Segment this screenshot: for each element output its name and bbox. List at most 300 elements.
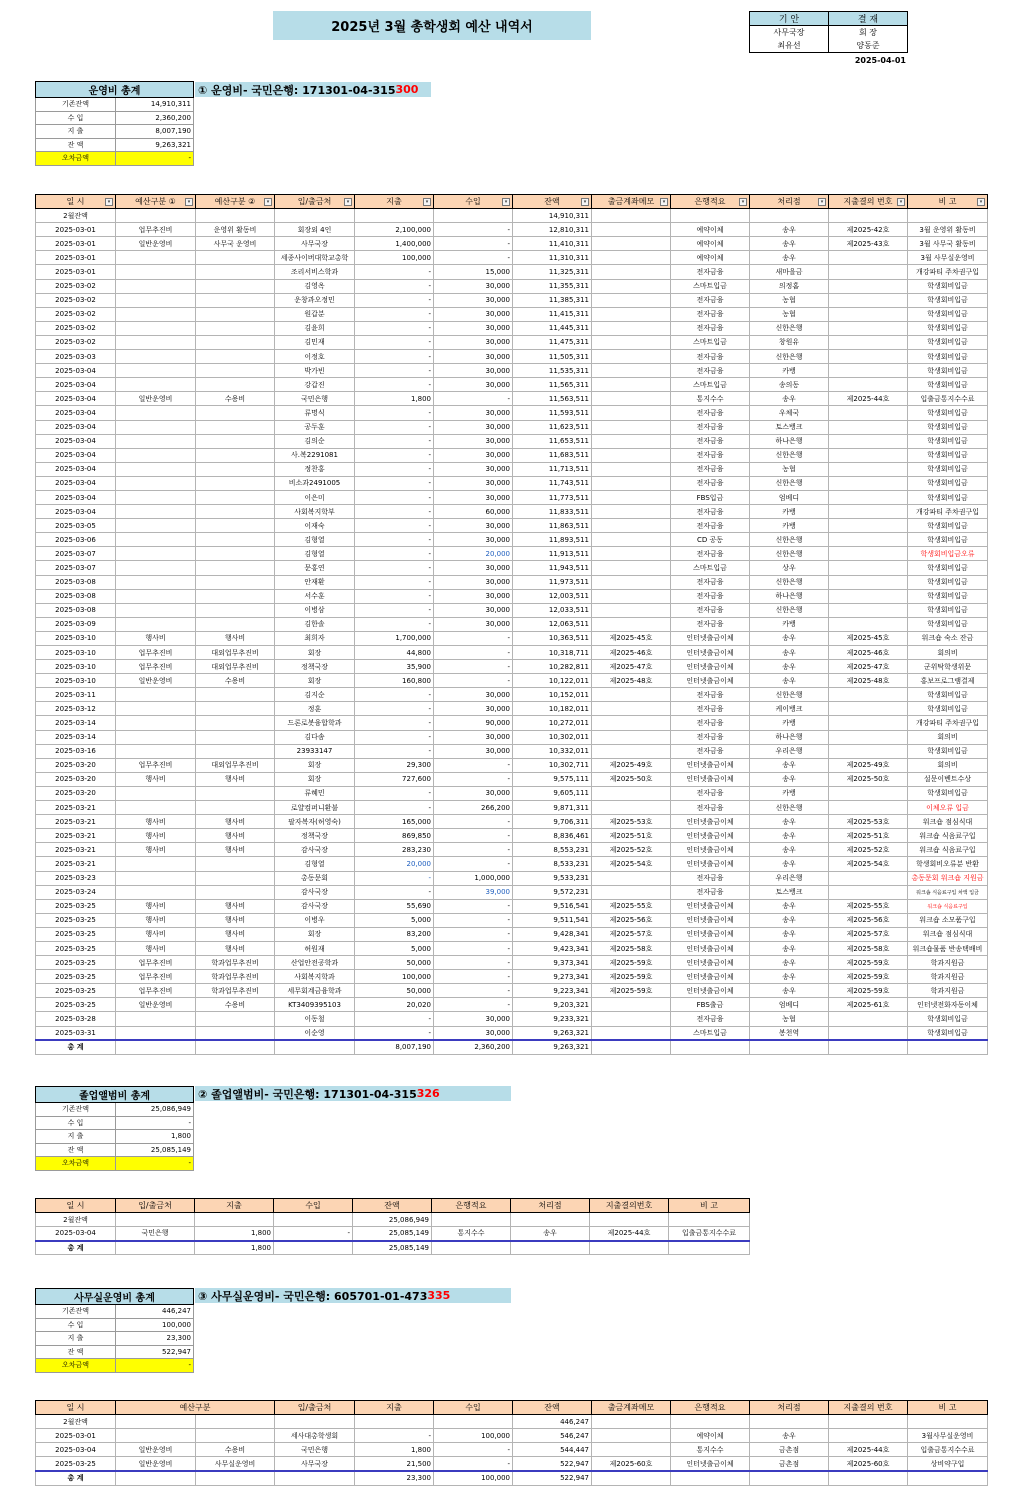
table-cell: -: [355, 476, 434, 490]
table-cell: [829, 547, 908, 561]
table-cell: 9,575,111: [513, 772, 592, 786]
table-row: [36, 899, 988, 913]
summary-value: -: [116, 1116, 194, 1130]
table-cell: [829, 617, 908, 631]
table-cell: 8,836,461: [513, 829, 592, 843]
table-cell: 행사비: [196, 631, 275, 645]
table-cell: -: [434, 998, 513, 1012]
table-cell: [116, 533, 196, 547]
table-cell: 워크숍 식음료구입 차액 입금: [908, 885, 988, 899]
table-cell: 신한은행: [750, 547, 829, 561]
table-cell: [116, 505, 196, 519]
column-header: 수입: [274, 1199, 353, 1213]
table-cell: 케이뱅크: [750, 702, 829, 716]
table-cell: [829, 1415, 908, 1429]
table-row: [36, 575, 988, 589]
table-cell: 농협: [750, 307, 829, 321]
table-cell: 새마을금: [750, 265, 829, 279]
total-cell: 522,947: [513, 1471, 592, 1485]
table-cell: -: [355, 335, 434, 349]
total-cell: [592, 1471, 671, 1485]
table-row: [36, 321, 988, 335]
table-cell: 546,247: [513, 1429, 592, 1443]
table-cell: [196, 335, 275, 349]
table-cell: 스마트입금: [671, 335, 750, 349]
table-cell: [592, 307, 671, 321]
table-cell: [116, 589, 196, 603]
table-cell: [196, 364, 275, 378]
filter-dropdown-icon[interactable]: ▾: [818, 198, 826, 206]
table-cell: 전자금융: [671, 688, 750, 702]
table-cell: 30,000: [434, 462, 513, 476]
table-cell: 3월 사무실운영비: [908, 251, 988, 265]
column-header: 비 고: [669, 1199, 750, 1213]
table-row: [36, 646, 988, 660]
filter-dropdown-icon[interactable]: ▾: [185, 198, 193, 206]
summary-value: 2,360,200: [116, 111, 194, 125]
filter-dropdown-icon[interactable]: ▾: [977, 198, 985, 206]
table-cell: 2025-03-25: [36, 899, 116, 913]
table-cell: 송우: [750, 772, 829, 786]
page-title: 2025년 3월 총학생회 예산 내역서: [273, 11, 591, 40]
table-cell: 2025-03-16: [36, 744, 116, 758]
table-cell: 회장: [275, 772, 355, 786]
table-cell: [592, 547, 671, 561]
table-cell: 2025-03-02: [36, 293, 116, 307]
table-cell: 제2025-51호: [829, 829, 908, 843]
table-cell: 일반운영비: [116, 237, 196, 251]
total-label: 총 계: [36, 1241, 116, 1255]
table-cell: 266,200: [434, 801, 513, 815]
table-cell: 30,000: [434, 533, 513, 547]
table-cell: 홍보프로그램결제: [908, 674, 988, 688]
table-cell: 제2025-48호: [829, 674, 908, 688]
table-cell: -: [434, 843, 513, 857]
total-cell: [196, 1040, 275, 1054]
table-cell: 30,000: [434, 519, 513, 533]
summary-label: 오차금액: [36, 152, 116, 166]
table-cell: 우리은행: [750, 871, 829, 885]
table-cell: 인터넷출금이체: [671, 829, 750, 843]
filter-dropdown-icon[interactable]: ▾: [660, 198, 668, 206]
summary-label: 수 입: [36, 1318, 116, 1332]
summary-value: 446,247: [116, 1305, 194, 1319]
total-cell: [671, 1040, 750, 1054]
table-cell: 인터넷출금이체: [671, 660, 750, 674]
table-cell: FBS입금: [671, 490, 750, 504]
column-header: 처리점: [511, 1199, 590, 1213]
table-cell: 행사비: [196, 829, 275, 843]
table-cell: 2025-03-10: [36, 660, 116, 674]
table-cell: 송우: [750, 857, 829, 871]
table-cell: [116, 561, 196, 575]
table-cell: 2025-03-08: [36, 575, 116, 589]
table-cell: 2025-03-04: [36, 434, 116, 448]
table-cell: [196, 321, 275, 335]
table-cell: 제2025-59호: [829, 984, 908, 998]
table-cell: 3월 사무국 활동비: [908, 237, 988, 251]
summary-title: 사무실운영비 총계: [36, 1289, 194, 1305]
table-cell: [116, 786, 196, 800]
table-row: [36, 434, 988, 448]
table-cell: 워크숍 소모품구입: [908, 913, 988, 927]
table-cell: 제2025-44호: [829, 1443, 908, 1457]
column-header[interactable]: 일 시 ▾: [36, 195, 116, 209]
table-cell: 농협: [750, 1012, 829, 1026]
table-cell: 2025-03-04: [36, 420, 116, 434]
column-header[interactable]: 출금계좌메모 ▾: [592, 195, 671, 209]
table-cell: 30,000: [434, 476, 513, 490]
table-cell: [196, 293, 275, 307]
column-header[interactable]: 예산구분 ② ▾: [196, 195, 275, 209]
table-cell: 전자금융: [671, 744, 750, 758]
table-cell: [829, 1012, 908, 1026]
table-cell: 11,355,311: [513, 279, 592, 293]
table-cell: 신한은행: [750, 350, 829, 364]
table-cell: 9,223,341: [513, 984, 592, 998]
table-row: [36, 688, 988, 702]
table-cell: 전자금융: [671, 730, 750, 744]
table-cell: 학생회비입금: [908, 575, 988, 589]
table-cell: 개강파티 주차권구입: [908, 505, 988, 519]
table-cell: 1,000,000: [434, 871, 513, 885]
table-cell: 전자금융: [671, 885, 750, 899]
approval-role-president: 회 장: [829, 26, 908, 40]
table-cell: 농협: [750, 293, 829, 307]
table-cell: 2025-03-25: [36, 956, 116, 970]
table-cell: [116, 1012, 196, 1026]
summary-label: 기존잔액: [36, 98, 116, 112]
total-cell: [116, 1040, 196, 1054]
table-cell: 학과업무추진비: [196, 956, 275, 970]
table-row: [36, 364, 988, 378]
table-cell: 김다솜: [275, 730, 355, 744]
filter-dropdown-icon[interactable]: ▾: [264, 198, 272, 206]
table-cell: 30,000: [434, 1026, 513, 1040]
table-cell: 김윤희: [275, 321, 355, 335]
table-cell: CD 공동: [671, 533, 750, 547]
table-cell: [196, 547, 275, 561]
table-cell: 대외업무추진비: [196, 660, 275, 674]
table-cell: 이정호: [275, 350, 355, 364]
table-cell: [116, 335, 196, 349]
table-cell: 50,000: [355, 956, 434, 970]
column-header[interactable]: 처리점 ▾: [750, 195, 829, 209]
table-row: [36, 420, 988, 434]
table-cell: 165,000: [355, 815, 434, 829]
table-cell: 11,893,511: [513, 533, 592, 547]
table-cell: 9,516,541: [513, 899, 592, 913]
table-cell: 학과업무추진비: [196, 984, 275, 998]
column-header[interactable]: 예산구분 ① ▾: [116, 195, 196, 209]
table-cell: [829, 801, 908, 815]
table-cell: 11,833,511: [513, 505, 592, 519]
table-cell: 팔자복자(허영숙): [275, 815, 355, 829]
table-cell: 조리서비스학과: [275, 265, 355, 279]
column-header[interactable]: 수입 ▾: [434, 195, 513, 209]
table-cell: [592, 1415, 671, 1429]
total-cell: [592, 1040, 671, 1054]
table-cell: -: [355, 688, 434, 702]
table-cell: [592, 998, 671, 1012]
table-cell: [592, 519, 671, 533]
table-cell: 신한은행: [750, 448, 829, 462]
table-cell: 상비약구입: [908, 1457, 988, 1471]
table-cell: 카뱅: [750, 617, 829, 631]
table-row: [36, 265, 988, 279]
table-cell: 제2025-42호: [829, 223, 908, 237]
total-cell: 1,800: [195, 1241, 274, 1255]
table-cell: -: [355, 1012, 434, 1026]
table-cell: [196, 1415, 275, 1429]
filter-dropdown-icon[interactable]: ▾: [423, 198, 431, 206]
table-cell: -: [355, 434, 434, 448]
summary-value: 25,086,949: [116, 1103, 194, 1117]
table-cell: 카뱅: [750, 786, 829, 800]
table-cell: [196, 406, 275, 420]
table-cell: 30,000: [434, 307, 513, 321]
table-cell: [829, 603, 908, 617]
table-cell: 2025-03-14: [36, 716, 116, 730]
table-cell: 2025-03-11: [36, 688, 116, 702]
table-cell: 11,475,311: [513, 335, 592, 349]
table-cell: -: [434, 941, 513, 955]
table-cell: 안재환: [275, 575, 355, 589]
filter-dropdown-icon[interactable]: ▾: [502, 198, 510, 206]
table-cell: 90,000: [434, 716, 513, 730]
table-cell: 인터넷출금이체: [671, 1457, 750, 1471]
table-cell: 30,000: [434, 364, 513, 378]
column-header[interactable]: 지출결의 번호 ▾: [829, 195, 908, 209]
table-row: [36, 1443, 988, 1457]
table-cell: 8,553,231: [513, 843, 592, 857]
table-cell: 2025-03-24: [36, 885, 116, 899]
table-cell: 1,700,000: [355, 631, 434, 645]
album-summary-table: [35, 1086, 194, 1171]
table-cell: [592, 561, 671, 575]
table-row: [36, 533, 988, 547]
table-cell: 사회복지학부: [275, 505, 355, 519]
summary-value: -: [116, 1157, 194, 1171]
table-cell: [196, 1026, 275, 1040]
table-cell: -: [355, 519, 434, 533]
table-cell: 인터넷출금이체: [671, 913, 750, 927]
table-cell: [196, 801, 275, 815]
table-cell: 워크숍 식음료구입: [908, 843, 988, 857]
table-cell: 인터넷출금이체: [671, 941, 750, 955]
table-cell: -: [434, 829, 513, 843]
table-row: [36, 730, 988, 744]
table-cell: 제2025-44호: [590, 1227, 669, 1241]
table-cell: 1,800: [195, 1227, 274, 1241]
table-cell: [592, 406, 671, 420]
table-cell: 2월잔액: [36, 1415, 116, 1429]
table-cell: 김형열: [275, 533, 355, 547]
table-cell: -: [434, 251, 513, 265]
table-cell: 2025-03-04: [36, 476, 116, 490]
total-cell: 2,360,200: [434, 1040, 513, 1054]
table-cell: 인터넷출금이체: [671, 984, 750, 998]
table-cell: 학생회비입금: [908, 561, 988, 575]
table-cell: 9,871,311: [513, 801, 592, 815]
table-cell: -: [355, 420, 434, 434]
table-cell: 학과지원금: [908, 970, 988, 984]
column-header[interactable]: 은행적요 ▾: [671, 195, 750, 209]
table-cell: 송우: [750, 984, 829, 998]
table-cell: 학생회비입금: [908, 307, 988, 321]
table-cell: [116, 857, 196, 871]
table-cell: 2025-03-28: [36, 1012, 116, 1026]
table-cell: [592, 321, 671, 335]
table-cell: 9,203,321: [513, 998, 592, 1012]
table-cell: 업무추진비: [116, 984, 196, 998]
table-row: [36, 631, 988, 645]
table-cell: 30,000: [434, 786, 513, 800]
table-cell: 2025-03-23: [36, 871, 116, 885]
table-cell: 강갑진: [275, 378, 355, 392]
table-cell: [196, 505, 275, 519]
table-cell: 29,300: [355, 758, 434, 772]
table-cell: [592, 716, 671, 730]
total-cell: 100,000: [434, 1471, 513, 1485]
table-cell: 1,800: [355, 1443, 434, 1457]
summary-value: 1,800: [116, 1130, 194, 1144]
table-cell: [196, 857, 275, 871]
table-cell: 44,800: [355, 646, 434, 660]
column-header[interactable]: 입/출금처 ▾: [275, 195, 355, 209]
filter-dropdown-icon[interactable]: ▾: [344, 198, 352, 206]
table-cell: 업무추진비: [116, 970, 196, 984]
album-ledger-table: [35, 1198, 750, 1255]
table-cell: [592, 1443, 671, 1457]
table-cell: 10,152,011: [513, 688, 592, 702]
table-cell: [829, 434, 908, 448]
table-cell: -: [434, 674, 513, 688]
table-cell: 인터넷출금이체: [671, 772, 750, 786]
table-cell: 제2025-53호: [829, 815, 908, 829]
table-cell: [592, 871, 671, 885]
table-cell: [116, 702, 196, 716]
table-cell: 제2025-50호: [592, 772, 671, 786]
column-header: 지출: [355, 1401, 434, 1415]
table-cell: 30,000: [434, 350, 513, 364]
table-cell: [829, 462, 908, 476]
table-cell: 전자금융: [671, 364, 750, 378]
table-cell: 워크숍 점심식대: [908, 815, 988, 829]
table-row: [36, 885, 988, 899]
table-row: [36, 589, 988, 603]
table-cell: -: [434, 970, 513, 984]
table-cell: 21,500: [355, 1457, 434, 1471]
table-cell: 전자금융: [671, 350, 750, 364]
table-cell: 회의비: [908, 646, 988, 660]
table-cell: -: [434, 1443, 513, 1457]
table-cell: 5,000: [355, 941, 434, 955]
column-header: 지출결의번호: [590, 1199, 669, 1213]
filter-dropdown-icon[interactable]: ▾: [105, 198, 113, 206]
table-cell: -: [355, 406, 434, 420]
table-cell: [592, 1026, 671, 1040]
table-cell: 업무추진비: [116, 223, 196, 237]
table-cell: [671, 209, 750, 223]
table-cell: [829, 575, 908, 589]
table-cell: 학생회비입금: [908, 617, 988, 631]
table-cell: -: [434, 913, 513, 927]
table-cell: 창원유: [750, 335, 829, 349]
table-cell: [829, 519, 908, 533]
approval-name-president: 양동준: [829, 39, 908, 53]
table-cell: 인터넷출금이체: [671, 758, 750, 772]
table-cell: 2025-03-04: [36, 462, 116, 476]
table-cell: 정훈: [275, 702, 355, 716]
table-cell: 10,182,011: [513, 702, 592, 716]
column-header[interactable]: 잔액 ▾: [513, 195, 592, 209]
table-cell: 정찬홍: [275, 462, 355, 476]
table-cell: 2025-03-02: [36, 335, 116, 349]
table-cell: 제2025-57호: [592, 927, 671, 941]
table-cell: [196, 490, 275, 504]
table-cell: [116, 420, 196, 434]
table-cell: [829, 589, 908, 603]
table-cell: 30,000: [434, 575, 513, 589]
table-cell: 인터넷출금이체: [671, 899, 750, 913]
table-row: [36, 674, 988, 688]
table-cell: 25,085,149: [353, 1227, 432, 1241]
filter-dropdown-icon[interactable]: ▾: [897, 198, 905, 206]
table-cell: [196, 462, 275, 476]
table-cell: [511, 1213, 590, 1227]
table-cell: 2025-03-02: [36, 279, 116, 293]
table-cell: 11,773,511: [513, 490, 592, 504]
table-cell: -: [434, 392, 513, 406]
table-cell: 회의비: [908, 730, 988, 744]
table-cell: 11,683,511: [513, 448, 592, 462]
summary-label: 오차금액: [36, 1157, 116, 1171]
table-cell: 학생회비입금: [908, 462, 988, 476]
filter-dropdown-icon[interactable]: ▾: [739, 198, 747, 206]
table-cell: [116, 716, 196, 730]
table-cell: 인터넷출금이체: [671, 857, 750, 871]
table-row: [36, 237, 988, 251]
table-cell: 송우: [750, 223, 829, 237]
table-cell: 카뱅: [750, 716, 829, 730]
table-cell: 회장: [275, 646, 355, 660]
table-cell: [592, 575, 671, 589]
table-cell: 학생회비입금: [908, 448, 988, 462]
table-row: [36, 307, 988, 321]
filter-dropdown-icon[interactable]: ▾: [581, 198, 589, 206]
table-cell: [196, 561, 275, 575]
table-cell: 신한은행: [750, 603, 829, 617]
table-row: [36, 603, 988, 617]
table-cell: [592, 505, 671, 519]
office-summary-table: [35, 1288, 194, 1373]
table-row: [36, 476, 988, 490]
table-cell: 학생회비입금: [908, 702, 988, 716]
table-cell: 12,003,511: [513, 589, 592, 603]
table-cell: -: [355, 617, 434, 631]
table-cell: 1,400,000: [355, 237, 434, 251]
table-cell: [196, 688, 275, 702]
column-header[interactable]: 비 고 ▾: [908, 195, 988, 209]
summary-label: 지 출: [36, 1332, 116, 1346]
column-header[interactable]: 지출 ▾: [355, 195, 434, 209]
table-cell: 국민은행: [275, 392, 355, 406]
table-row: [36, 519, 988, 533]
table-cell: 농협: [750, 462, 829, 476]
table-cell: 제2025-56호: [592, 913, 671, 927]
table-cell: [116, 871, 196, 885]
